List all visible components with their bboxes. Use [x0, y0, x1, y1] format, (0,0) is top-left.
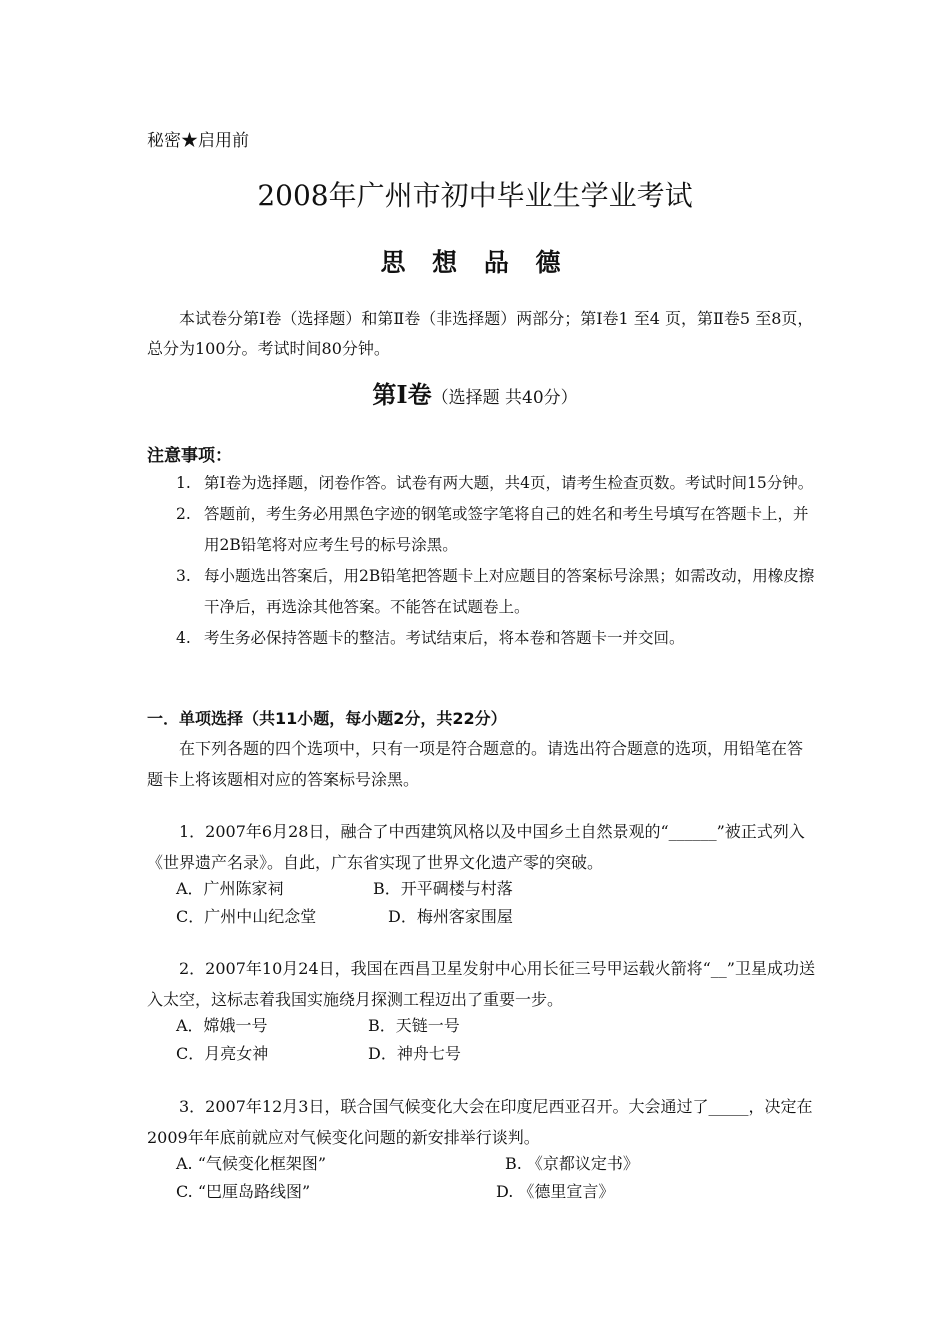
- notice-text: 答题前，考生务必用黑色字迹的钢笔或签字笔将自己的姓名和考生号填写在答题卡上，并用2B铅笔将对应考生号的标号涂黑。: [204, 505, 809, 554]
- notice-text: 每小题选出答案后，用2B铅笔把答题卡上对应题目的答案标号涂黑；如需改动，用橡皮擦干净后，再选涂其他答案。不能答在试题卷上。: [204, 567, 815, 616]
- question-2-option-b: B．天链一号: [368, 1016, 460, 1035]
- section-instructions: 在下列各题的四个选项中，只有一项是符合题意的。请选出符合题意的选项，用铅笔在答题卡上将该题相对应的答案标号涂黑。: [147, 739, 804, 789]
- notice-text: 第Ⅰ卷为选择题，闭卷作答。试卷有两大题，共4页，请考生检查页数。考试时间15分钟。: [204, 474, 814, 492]
- volume-sub: （选择题 共40分）: [431, 388, 578, 408]
- section-title: 一．单项选择（共11小题，每小题2分，共22分）: [147, 709, 507, 728]
- volume-main: 第Ⅰ卷: [372, 380, 432, 409]
- question-2-option-c: C．月亮女神: [176, 1044, 269, 1063]
- notice-list: [176, 468, 816, 654]
- notice-item: [176, 468, 816, 499]
- notice-text: 考生务必保持答题卡的整洁。考试结束后，将本卷和答题卡一并交回。: [204, 629, 685, 647]
- notice-number: 2.: [176, 505, 191, 523]
- question-3-option-b: B. 《京都议定书》: [505, 1154, 639, 1173]
- notice-number: 4.: [176, 629, 191, 647]
- question-2-option-d: D．神舟七号: [368, 1044, 461, 1063]
- question-1-option-a: A．广州陈家祠: [176, 879, 284, 898]
- notice-number: 3.: [176, 567, 191, 585]
- notice-item: [176, 499, 816, 561]
- notice-item: [176, 561, 816, 623]
- question-1-option-c: C．广州中山纪念堂: [176, 907, 317, 926]
- question-1-stem: 1．2007年6月28日，融合了中西建筑风格以及中国乡土自然景观的“______”被正式列入《世界遗产名录》。自此，广东省实现了世界文化遗产零的突破。: [147, 822, 805, 872]
- subject-title: 思 想 品 德: [380, 248, 570, 277]
- exam-title: 2008年广州市初中毕业生学业考试: [257, 179, 693, 212]
- question-3-stem: 3．2007年12月3日，联合国气候变化大会在印度尼西亚召开。大会通过了_____，决定在2009年年底前就应对气候变化问题的新安排举行谈判。: [147, 1097, 813, 1147]
- notice-title: 注意事项：: [147, 446, 232, 466]
- secret-mark: 秘密★启用前: [147, 131, 249, 151]
- question-3-option-d: D. 《德里宣言》: [496, 1182, 615, 1201]
- question-3-option-c: C. “巴厘岛路线图”: [176, 1182, 311, 1201]
- notice-number: 1.: [176, 474, 191, 492]
- question-3-option-a: A. “气候变化框架图”: [176, 1154, 327, 1173]
- volume-title: [0, 375, 950, 410]
- exam-intro: 本试卷分第Ⅰ卷（选择题）和第Ⅱ卷（非选择题）两部分；第Ⅰ卷1 至4 页，第Ⅱ卷5 至8页，总分为100分。考试时间80分钟。: [147, 309, 814, 358]
- question-1-option-d: D．梅州客家围屋: [388, 907, 513, 926]
- notice-item: [176, 623, 816, 654]
- question-2-option-a: A．嫦娥一号: [176, 1016, 268, 1035]
- question-2-stem: 2．2007年10月24日，我国在西昌卫星发射中心用长征三号甲运载火箭将“__”卫星成功送入太空，这标志着我国实施绕月探测工程迈出了重要一步。: [147, 959, 815, 1009]
- question-1-option-b: B．开平碉楼与村落: [373, 879, 513, 898]
